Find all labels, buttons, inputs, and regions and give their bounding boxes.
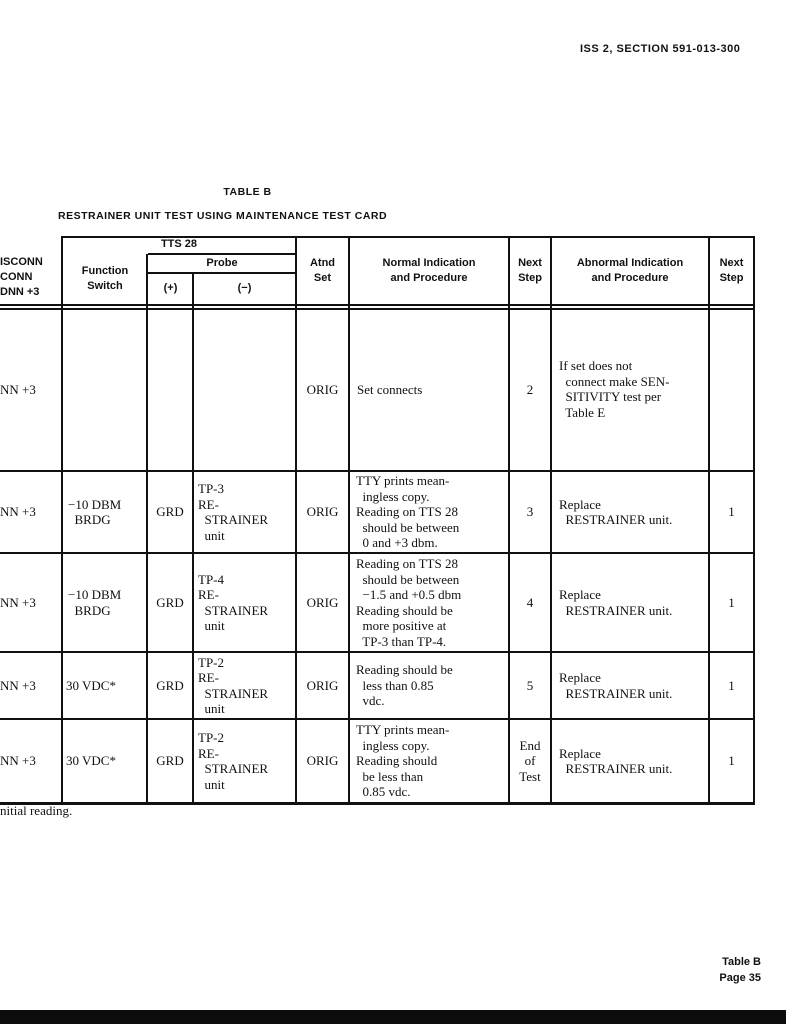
row5-normal: TTY prints mean- ingless copy. Reading should be less than 0.85 vdc.: [356, 722, 450, 800]
row5-atnd: ORIG: [306, 753, 339, 769]
row3-next2: 1: [728, 594, 735, 610]
row4-plus: GRD: [156, 677, 184, 693]
header-atnd-set: Atnd Set: [309, 257, 336, 284]
row3-next: 4: [526, 594, 534, 610]
row1-abnormal: If set does not connect make SEN- SITIVITY test per Table E: [559, 358, 670, 420]
header-probe-plus: (+): [163, 282, 178, 294]
row2-abnormal: Replace RESTRAINER unit.: [559, 496, 673, 527]
scan-edge-bar: [0, 1010, 786, 1024]
table-subtitle: RESTRAINER UNIT TEST USING MAINTENANCE TEST CARD: [58, 210, 388, 222]
header-function-switch: Function Switch: [81, 265, 129, 292]
page-label-page: Page 35: [719, 972, 761, 984]
row5-abnormal: Replace RESTRAINER unit.: [559, 745, 673, 776]
row4-atnd: ORIG: [306, 677, 339, 693]
row2-atnd: ORIG: [306, 504, 339, 520]
row2-minus: TP-3 RE- STRAINER unit: [198, 481, 269, 543]
row3-plus: GRD: [156, 594, 184, 610]
row1-disconn: NN +3: [0, 382, 36, 398]
header-tts: TTS 28: [160, 238, 198, 250]
footnote: nitial reading.: [0, 803, 73, 818]
row1-next: 2: [526, 382, 534, 398]
header-next-step: Next Step: [518, 257, 542, 284]
row2-function: −10 DBM BRDG: [68, 496, 122, 527]
header-disconn: ISCONN CONN DNN +3: [0, 255, 43, 298]
page-label: [719, 954, 761, 986]
row2-next: 3: [526, 504, 534, 520]
row3-normal: Reading on TTS 28 should be between −1.5 and +0.5 dbm Reading should be more positive at TP-3 than TP-4.: [356, 556, 462, 649]
row5-next2: 1: [728, 753, 735, 769]
row3-minus: TP-4 RE- STRAINER unit: [198, 571, 269, 633]
row1-normal: Set connects: [357, 382, 423, 398]
row2-next2: 1: [728, 504, 735, 520]
row4-next: 5: [526, 677, 534, 693]
row5-disconn: NN +3: [0, 753, 36, 769]
row3-abnormal: Replace RESTRAINER unit.: [559, 587, 673, 618]
header-abnormal: Abnormal Indication and Procedure: [576, 257, 684, 284]
row4-abnormal: Replace RESTRAINER unit.: [559, 670, 673, 701]
row3-function: −10 DBM BRDG: [68, 587, 122, 618]
header-next-step-2: Next Step: [719, 257, 744, 284]
row3-atnd: ORIG: [306, 594, 339, 610]
row3-disconn: NN +3: [0, 594, 36, 610]
header-probe-minus: (−): [237, 282, 252, 294]
row2-normal: TTY prints mean- ingless copy. Reading on TTS 28 should be between 0 and +3 dbm.: [356, 473, 460, 551]
row2-plus: GRD: [156, 504, 184, 520]
table-title: TABLE B: [223, 186, 272, 198]
row5-minus: TP-2 RE- STRAINER unit: [198, 730, 269, 792]
row2-disconn: NN +3: [0, 504, 36, 520]
running-head: ISS 2, SECTION 591-013-300: [580, 43, 741, 55]
row5-function: 30 VDC*: [66, 753, 116, 769]
row4-function: 30 VDC*: [66, 677, 116, 693]
row5-next: End of Test: [519, 737, 541, 784]
row4-disconn: NN +3: [0, 677, 36, 693]
page-label-table: Table B: [722, 956, 761, 968]
row4-normal: Reading should be less than 0.85 vdc.: [356, 662, 453, 709]
row4-next2: 1: [728, 677, 735, 693]
row4-minus: TP-2 RE- STRAINER unit: [198, 654, 269, 716]
header-normal: Normal Indication and Procedure: [382, 257, 476, 284]
header-probe: Probe: [206, 256, 238, 269]
row1-atnd: ORIG: [306, 382, 339, 398]
row5-plus: GRD: [156, 753, 184, 769]
